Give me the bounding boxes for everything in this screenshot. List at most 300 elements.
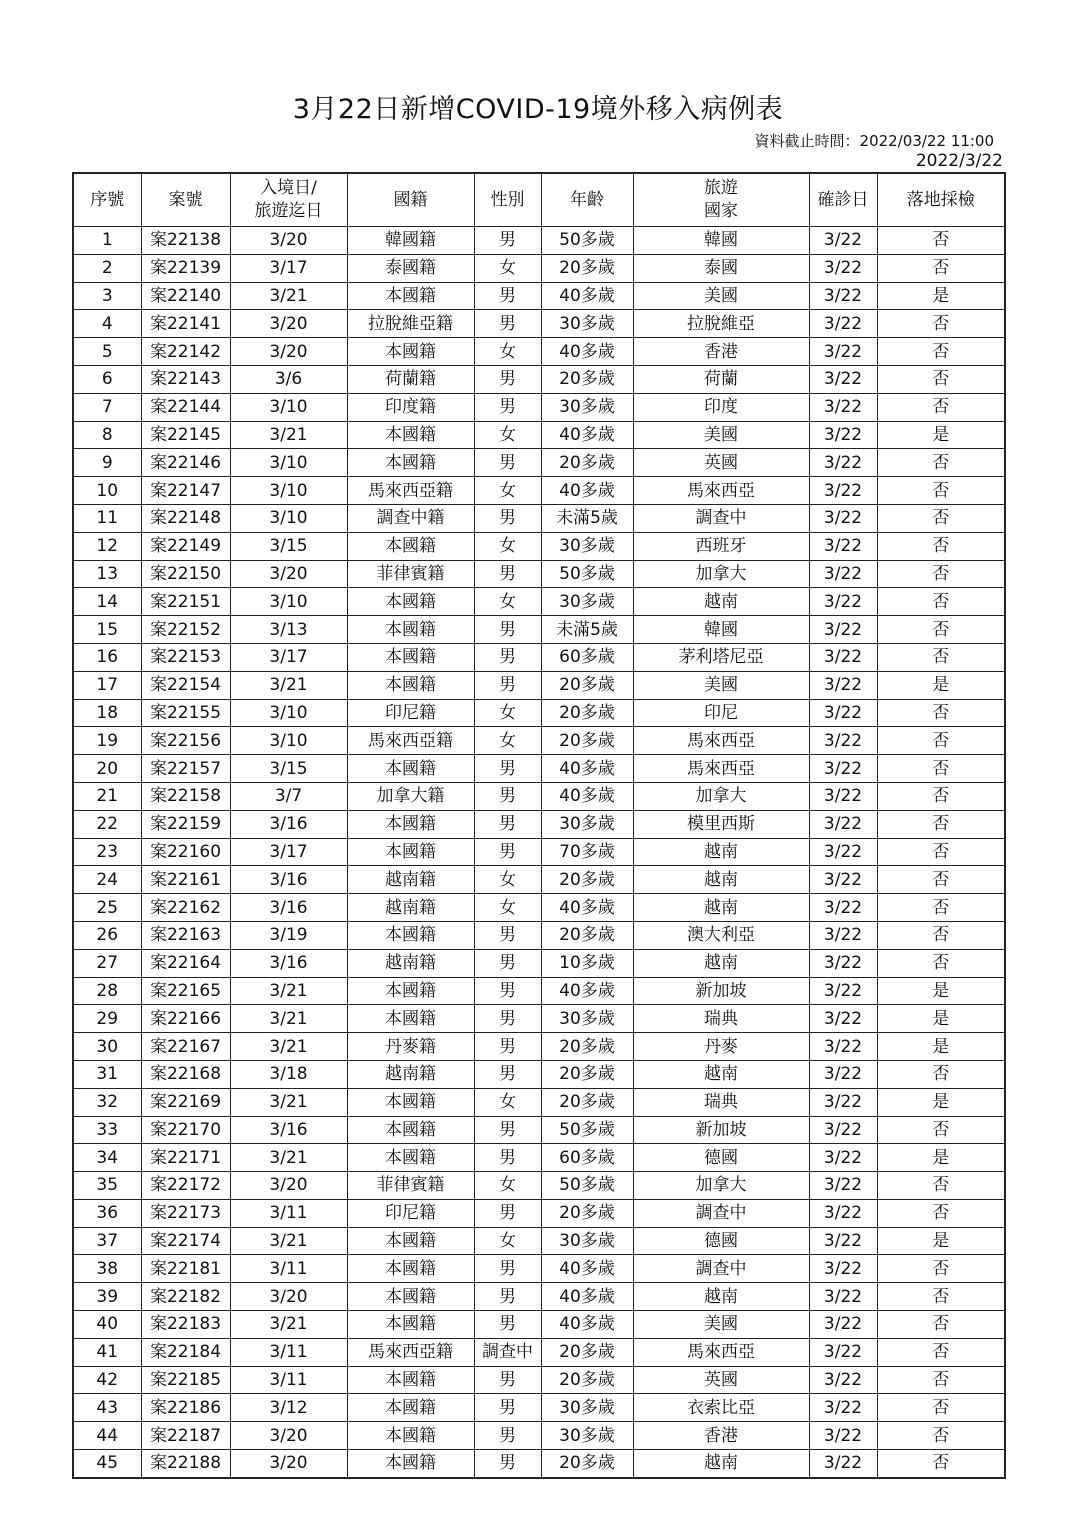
cell-entry-date: 3/21 [230,977,347,1005]
cell-entry-date: 3/17 [230,254,347,282]
cell-case-number: 案22181 [141,1255,230,1283]
cell-nationality: 本國籍 [347,1366,474,1394]
cell-entry-date: 3/16 [230,949,347,977]
cell-age: 未滿5歲 [541,504,633,532]
cell-confirm-date: 3/22 [809,504,877,532]
cell-entry-date: 3/11 [230,1366,347,1394]
cell-confirm-date: 3/22 [809,894,877,922]
cell-age: 20多歲 [541,1060,633,1088]
cell-age: 30多歲 [541,532,633,560]
cell-case-number: 案22150 [141,560,230,588]
cell-sex: 男 [474,282,541,310]
cell-seq: 20 [73,755,141,783]
cell-nationality: 菲律賓籍 [347,560,474,588]
cell-confirm-date: 3/22 [809,1116,877,1144]
cell-nationality: 韓國籍 [347,227,474,255]
cell-landing-test: 否 [877,338,1005,366]
cell-entry-date: 3/20 [230,227,347,255]
cell-case-number: 案22186 [141,1394,230,1422]
cell-entry-date: 3/20 [230,310,347,338]
cell-entry-date: 3/21 [230,1144,347,1172]
cell-landing-test: 否 [877,449,1005,477]
cell-confirm-date: 3/22 [809,699,877,727]
cell-landing-test: 是 [877,977,1005,1005]
cell-sex: 女 [474,588,541,616]
cell-case-number: 案22167 [141,1033,230,1061]
cell-entry-date: 3/7 [230,782,347,810]
cell-travel-country: 新加坡 [633,977,809,1005]
cell-nationality: 越南籍 [347,894,474,922]
header-travel-line2: 國家 [704,201,738,221]
cell-age: 30多歲 [541,1422,633,1450]
cell-landing-test: 否 [877,782,1005,810]
header-entry-line1: 入境日/ [260,178,317,198]
cell-landing-test: 否 [877,365,1005,393]
cell-confirm-date: 3/22 [809,560,877,588]
table-row [73,616,1005,644]
cell-entry-date: 3/21 [230,1227,347,1255]
cell-landing-test: 否 [877,532,1005,560]
cell-landing-test: 否 [877,1366,1005,1394]
cell-nationality: 泰國籍 [347,254,474,282]
cell-entry-date: 3/10 [230,699,347,727]
cell-case-number: 案22159 [141,810,230,838]
cell-age: 20多歲 [541,1088,633,1116]
header-travel-line1: 旅遊 [704,178,738,198]
cell-sex: 男 [474,1366,541,1394]
cell-confirm-date: 3/22 [809,254,877,282]
table-row [73,1088,1005,1116]
cell-travel-country: 英國 [633,449,809,477]
cell-case-number: 案22165 [141,977,230,1005]
cell-age: 20多歲 [541,1199,633,1227]
cell-landing-test: 是 [877,1088,1005,1116]
cell-sex: 男 [474,1394,541,1422]
table-row [73,1005,1005,1033]
cell-nationality: 本國籍 [347,1283,474,1311]
cell-case-number: 案22141 [141,310,230,338]
cell-travel-country: 衣索比亞 [633,1394,809,1422]
cell-nationality: 本國籍 [347,1227,474,1255]
cell-nationality: 本國籍 [347,1116,474,1144]
cell-landing-test: 否 [877,477,1005,505]
cell-case-number: 案22169 [141,1088,230,1116]
cell-travel-country: 越南 [633,588,809,616]
cell-nationality: 菲律賓籍 [347,1172,474,1200]
cell-entry-date: 3/21 [230,1088,347,1116]
cell-entry-date: 3/20 [230,1422,347,1450]
cell-sex: 男 [474,755,541,783]
cell-age: 50多歲 [541,1172,633,1200]
cell-seq: 38 [73,1255,141,1283]
cell-entry-date: 3/21 [230,1005,347,1033]
cell-sex: 男 [474,504,541,532]
cell-age: 30多歲 [541,810,633,838]
cell-seq: 43 [73,1394,141,1422]
cell-sex: 男 [474,449,541,477]
table-row [73,1033,1005,1061]
cell-entry-date: 3/10 [230,504,347,532]
cell-case-number: 案22182 [141,1283,230,1311]
cell-sex: 男 [474,782,541,810]
table-row [73,1172,1005,1200]
cell-confirm-date: 3/22 [809,1172,877,1200]
cell-case-number: 案22185 [141,1366,230,1394]
header-landing-test: 落地採檢 [877,173,1005,227]
cell-confirm-date: 3/22 [809,838,877,866]
cell-confirm-date: 3/22 [809,782,877,810]
cell-sex: 男 [474,838,541,866]
cell-seq: 14 [73,588,141,616]
cell-seq: 21 [73,782,141,810]
cell-nationality: 本國籍 [347,449,474,477]
header-entry-line2: 旅遊迄日 [254,201,323,221]
cell-seq: 23 [73,838,141,866]
header-nationality: 國籍 [347,173,474,227]
cell-seq: 8 [73,421,141,449]
cell-landing-test: 是 [877,671,1005,699]
cell-confirm-date: 3/22 [809,1227,877,1255]
cell-seq: 31 [73,1060,141,1088]
cell-travel-country: 馬來西亞 [633,1338,809,1366]
cell-travel-country: 德國 [633,1227,809,1255]
cell-travel-country: 越南 [633,1450,809,1478]
cell-nationality: 本國籍 [347,532,474,560]
cell-nationality: 丹麥籍 [347,1033,474,1061]
cell-landing-test: 否 [877,1172,1005,1200]
cell-age: 20多歲 [541,866,633,894]
cell-landing-test: 否 [877,838,1005,866]
table-row [73,643,1005,671]
cell-case-number: 案22170 [141,1116,230,1144]
cell-nationality: 馬來西亞籍 [347,1338,474,1366]
table-row [73,449,1005,477]
cell-case-number: 案22173 [141,1199,230,1227]
cell-travel-country: 瑞典 [633,1088,809,1116]
cell-age: 30多歲 [541,588,633,616]
cell-nationality: 本國籍 [347,977,474,1005]
cell-travel-country: 調查中 [633,1255,809,1283]
table-row [73,727,1005,755]
cell-travel-country: 印度 [633,393,809,421]
cell-age: 50多歲 [541,1116,633,1144]
cell-travel-country: 美國 [633,671,809,699]
table-row [73,1199,1005,1227]
cell-sex: 男 [474,1283,541,1311]
cell-nationality: 本國籍 [347,616,474,644]
table-row [73,282,1005,310]
cell-case-number: 案22147 [141,477,230,505]
table-row [73,1394,1005,1422]
cell-landing-test: 否 [877,1116,1005,1144]
cell-seq: 7 [73,393,141,421]
cell-seq: 37 [73,1227,141,1255]
cell-sex: 男 [474,671,541,699]
cell-age: 40多歲 [541,282,633,310]
cell-landing-test: 是 [877,1005,1005,1033]
cell-seq: 15 [73,616,141,644]
cell-case-number: 案22143 [141,365,230,393]
cell-landing-test: 否 [877,755,1005,783]
cell-nationality: 本國籍 [347,1450,474,1478]
cell-seq: 2 [73,254,141,282]
cell-landing-test: 否 [877,810,1005,838]
cell-sex: 男 [474,977,541,1005]
cell-travel-country: 越南 [633,838,809,866]
cell-travel-country: 馬來西亞 [633,727,809,755]
cell-landing-test: 否 [877,727,1005,755]
cell-travel-country: 德國 [633,1144,809,1172]
cell-entry-date: 3/11 [230,1338,347,1366]
cell-seq: 36 [73,1199,141,1227]
cell-nationality: 荷蘭籍 [347,365,474,393]
cell-entry-date: 3/10 [230,588,347,616]
cell-case-number: 案22162 [141,894,230,922]
cell-age: 30多歲 [541,310,633,338]
cell-travel-country: 香港 [633,1422,809,1450]
report-date: 2022/3/22 [915,151,1003,171]
cell-seq: 19 [73,727,141,755]
cell-entry-date: 3/15 [230,532,347,560]
cell-entry-date: 3/17 [230,643,347,671]
cell-confirm-date: 3/22 [809,393,877,421]
cell-entry-date: 3/20 [230,338,347,366]
cell-case-number: 案22163 [141,921,230,949]
cell-case-number: 案22171 [141,1144,230,1172]
cell-sex: 女 [474,477,541,505]
table-row [73,1144,1005,1172]
cell-confirm-date: 3/22 [809,1394,877,1422]
cell-travel-country: 越南 [633,949,809,977]
cell-landing-test: 否 [877,588,1005,616]
cell-landing-test: 否 [877,1450,1005,1478]
cell-travel-country: 美國 [633,282,809,310]
cell-sex: 男 [474,1033,541,1061]
cell-confirm-date: 3/22 [809,1255,877,1283]
cell-nationality: 馬來西亞籍 [347,477,474,505]
cell-landing-test: 否 [877,310,1005,338]
cell-landing-test: 否 [877,1255,1005,1283]
cell-travel-country: 調查中 [633,1199,809,1227]
table-row [73,310,1005,338]
cell-travel-country: 越南 [633,1060,809,1088]
cell-sex: 男 [474,1450,541,1478]
cell-sex: 男 [474,921,541,949]
cell-sex: 男 [474,949,541,977]
cell-sex: 男 [474,1199,541,1227]
table-row [73,671,1005,699]
cell-travel-country: 越南 [633,1283,809,1311]
cell-entry-date: 3/10 [230,727,347,755]
cell-sex: 男 [474,1005,541,1033]
cell-age: 50多歲 [541,227,633,255]
cell-age: 40多歲 [541,1255,633,1283]
cell-sex: 男 [474,1422,541,1450]
cell-landing-test: 否 [877,1060,1005,1088]
header-sex: 性別 [474,173,541,227]
cell-age: 20多歲 [541,449,633,477]
cell-confirm-date: 3/22 [809,1450,877,1478]
cell-seq: 1 [73,227,141,255]
cell-confirm-date: 3/22 [809,365,877,393]
cell-nationality: 本國籍 [347,1088,474,1116]
table-row [73,894,1005,922]
cell-confirm-date: 3/22 [809,727,877,755]
cell-landing-test: 是 [877,421,1005,449]
cell-sex: 男 [474,365,541,393]
table-row [73,1283,1005,1311]
cell-confirm-date: 3/22 [809,1088,877,1116]
table-row [73,755,1005,783]
cell-nationality: 越南籍 [347,1060,474,1088]
cell-landing-test: 是 [877,1227,1005,1255]
cell-seq: 22 [73,810,141,838]
cell-travel-country: 印尼 [633,699,809,727]
cell-confirm-date: 3/22 [809,421,877,449]
cell-travel-country: 拉脫維亞 [633,310,809,338]
cell-age: 50多歲 [541,560,633,588]
cell-travel-country: 加拿大 [633,782,809,810]
cell-confirm-date: 3/22 [809,977,877,1005]
cell-sex: 男 [474,560,541,588]
cell-sex: 男 [474,227,541,255]
cell-age: 20多歲 [541,727,633,755]
cell-travel-country: 加拿大 [633,1172,809,1200]
cell-age: 20多歲 [541,254,633,282]
cell-sex: 女 [474,1172,541,1200]
cell-sex: 調查中 [474,1338,541,1366]
table-row [73,782,1005,810]
cell-case-number: 案22168 [141,1060,230,1088]
cell-confirm-date: 3/22 [809,810,877,838]
cell-confirm-date: 3/22 [809,449,877,477]
cell-sex: 女 [474,866,541,894]
cell-travel-country: 丹麥 [633,1033,809,1061]
cell-sex: 女 [474,699,541,727]
cell-landing-test: 是 [877,1144,1005,1172]
table-row [73,810,1005,838]
cell-case-number: 案22160 [141,838,230,866]
cell-age: 未滿5歲 [541,616,633,644]
cell-age: 40多歲 [541,977,633,1005]
table-row [73,866,1005,894]
table-row [73,1366,1005,1394]
cell-nationality: 本國籍 [347,838,474,866]
cell-nationality: 印尼籍 [347,1199,474,1227]
cell-entry-date: 3/15 [230,755,347,783]
cell-nationality: 本國籍 [347,588,474,616]
cell-confirm-date: 3/22 [809,338,877,366]
cell-landing-test: 否 [877,616,1005,644]
cell-entry-date: 3/11 [230,1199,347,1227]
cell-seq: 27 [73,949,141,977]
cell-seq: 34 [73,1144,141,1172]
cell-nationality: 本國籍 [347,671,474,699]
cell-landing-test: 是 [877,1033,1005,1061]
table-row [73,1422,1005,1450]
cell-entry-date: 3/16 [230,1116,347,1144]
table-row [73,1311,1005,1339]
cell-travel-country: 加拿大 [633,560,809,588]
cell-age: 30多歲 [541,393,633,421]
cell-sex: 女 [474,894,541,922]
cell-entry-date: 3/18 [230,1060,347,1088]
cell-case-number: 案22152 [141,616,230,644]
cell-case-number: 案22146 [141,449,230,477]
cell-confirm-date: 3/22 [809,671,877,699]
table-row [73,532,1005,560]
table-body [73,227,1005,1478]
cell-landing-test: 否 [877,1394,1005,1422]
cell-nationality: 本國籍 [347,755,474,783]
cell-confirm-date: 3/22 [809,1366,877,1394]
cell-seq: 39 [73,1283,141,1311]
cell-case-number: 案22157 [141,755,230,783]
cell-entry-date: 3/21 [230,282,347,310]
cell-sex: 女 [474,338,541,366]
cell-case-number: 案22166 [141,1005,230,1033]
table-row [73,699,1005,727]
cell-entry-date: 3/20 [230,1172,347,1200]
cell-age: 20多歲 [541,921,633,949]
table-row [73,949,1005,977]
cell-entry-date: 3/10 [230,449,347,477]
cell-sex: 女 [474,1088,541,1116]
cell-case-number: 案22155 [141,699,230,727]
cell-seq: 16 [73,643,141,671]
cell-entry-date: 3/16 [230,866,347,894]
cell-landing-test: 否 [877,504,1005,532]
cell-travel-country: 越南 [633,866,809,894]
cell-travel-country: 茅利塔尼亞 [633,643,809,671]
cell-seq: 4 [73,310,141,338]
cell-seq: 10 [73,477,141,505]
cell-confirm-date: 3/22 [809,616,877,644]
cell-seq: 13 [73,560,141,588]
cell-seq: 40 [73,1311,141,1339]
cell-travel-country: 美國 [633,421,809,449]
cell-confirm-date: 3/22 [809,1338,877,1366]
cell-nationality: 本國籍 [347,1005,474,1033]
data-cutoff-time: 資料截止時間：2022/03/22 11:00 [754,132,994,150]
cell-nationality: 本國籍 [347,338,474,366]
cell-landing-test: 否 [877,393,1005,421]
cell-travel-country: 模里西斯 [633,810,809,838]
cell-sex: 男 [474,1255,541,1283]
cell-nationality: 本國籍 [347,643,474,671]
table-row [73,1255,1005,1283]
cell-seq: 18 [73,699,141,727]
cell-age: 60多歲 [541,643,633,671]
cell-travel-country: 荷蘭 [633,365,809,393]
cell-entry-date: 3/10 [230,477,347,505]
cell-landing-test: 否 [877,227,1005,255]
cell-sex: 女 [474,254,541,282]
cell-age: 20多歲 [541,1033,633,1061]
cell-landing-test: 否 [877,866,1005,894]
cell-landing-test: 否 [877,1199,1005,1227]
cell-seq: 42 [73,1366,141,1394]
header-travel-country [633,173,809,227]
cell-confirm-date: 3/22 [809,1283,877,1311]
cell-travel-country: 瑞典 [633,1005,809,1033]
cell-nationality: 本國籍 [347,1144,474,1172]
cell-age: 40多歲 [541,755,633,783]
cell-case-number: 案22187 [141,1422,230,1450]
cell-travel-country: 韓國 [633,227,809,255]
cell-landing-test: 否 [877,949,1005,977]
cell-age: 30多歲 [541,1005,633,1033]
